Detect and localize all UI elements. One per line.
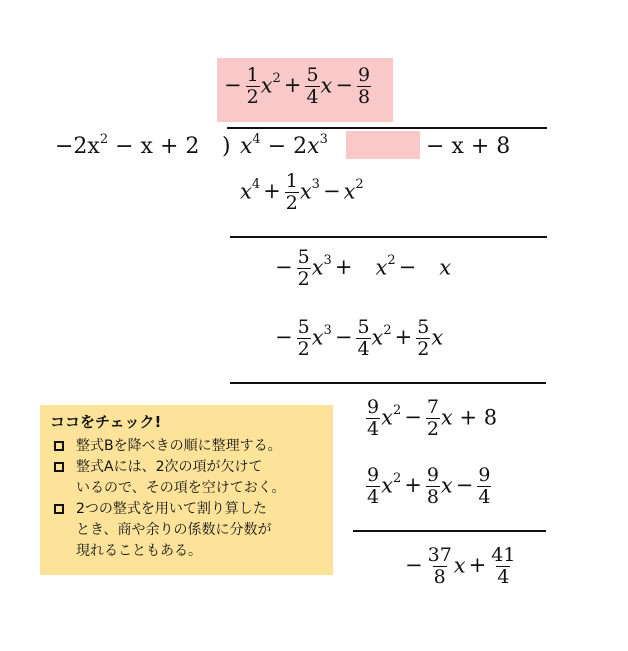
subtraction-line-3 xyxy=(353,530,546,532)
step4-fraction-b: $\frac{7}{2}$ xyxy=(426,396,439,440)
step3-fraction-a: $\frac{5}{2}$ xyxy=(297,316,310,360)
missing-term-placeholder xyxy=(346,131,420,159)
step5-fraction-b: $\frac{9}{8}$ xyxy=(426,464,439,508)
step2-row: − $\frac{5}{2}$ $x^3$ + $x^2$ − x xyxy=(275,246,452,290)
quotient-t1-fraction: $\frac{1}{2}$ xyxy=(246,64,259,108)
remainder-fraction-b: $\frac{41}{4}$ xyxy=(491,544,516,588)
remainder-row: − $\frac{37}{8}$ x + $\frac{41}{4}$ xyxy=(405,544,516,588)
quotient-t3-fraction: $\frac{9}{8}$ xyxy=(357,64,371,108)
checkbox-icon xyxy=(54,462,64,472)
step2-fraction: $\frac{5}{2}$ xyxy=(297,246,310,290)
dividend-left: $x^4 - 2x^3$ xyxy=(240,131,328,159)
step4-row: $\frac{9}{4}$ $x^2$ − $\frac{7}{2}$ x + 8 xyxy=(367,396,498,440)
check-item-2: 整式Aには、2次の項が欠けて いるので、その項を空けておく。 xyxy=(50,457,325,499)
step1-row: $x^4$ + $\frac{1}{2}$ $x^3 - x^2$ xyxy=(240,170,364,214)
subtraction-line-1 xyxy=(230,236,547,238)
checkbox-icon xyxy=(54,441,64,451)
check-note-box xyxy=(40,405,333,575)
divisor: $-2x^2 - x + 2$ xyxy=(55,131,200,159)
step5-fraction-c: $\frac{9}{4}$ xyxy=(478,464,491,508)
division-bar xyxy=(227,127,547,129)
quotient-t1-sign: − xyxy=(224,73,242,98)
check-item-3: 2つの整式を用いて割り算した とき、商や余りの係数に分数が 現れることもある。 xyxy=(50,499,325,562)
step3-fraction-c: $\frac{5}{2}$ xyxy=(417,316,430,360)
check-note-title: ココをチェック! xyxy=(50,413,162,431)
checkbox-icon xyxy=(54,504,64,514)
remainder-fraction-a: $\frac{37}{8}$ xyxy=(427,544,452,588)
subtraction-line-2 xyxy=(230,382,546,384)
step3-fraction-b: $\frac{5}{4}$ xyxy=(357,316,370,360)
step4-fraction-a: $\frac{9}{4}$ xyxy=(367,396,380,440)
dividend-right: − x + 8 xyxy=(426,134,511,159)
division-bracket: ) xyxy=(222,134,231,159)
quotient: − $\frac{1}{2}$ $x^2$ + $\frac{5}{4}$ x − $\frac{9}{8}$ xyxy=(224,64,371,108)
check-item-1: 整式Bを降べきの順に整理する。 xyxy=(50,436,325,457)
step1-fraction: $\frac{1}{2}$ xyxy=(285,170,298,214)
step5-fraction-a: $\frac{9}{4}$ xyxy=(367,464,380,508)
step3-row: − $\frac{5}{2}$ $x^3$ − $\frac{5}{4}$ $x^2$ + $\frac{5}{2}$ x xyxy=(275,316,444,360)
step5-row: $\frac{9}{4}$ $x^2$ + $\frac{9}{8}$ x − $\frac{9}{4}$ xyxy=(367,464,491,508)
quotient-t2-fraction: $\frac{5}{4}$ xyxy=(306,64,319,108)
